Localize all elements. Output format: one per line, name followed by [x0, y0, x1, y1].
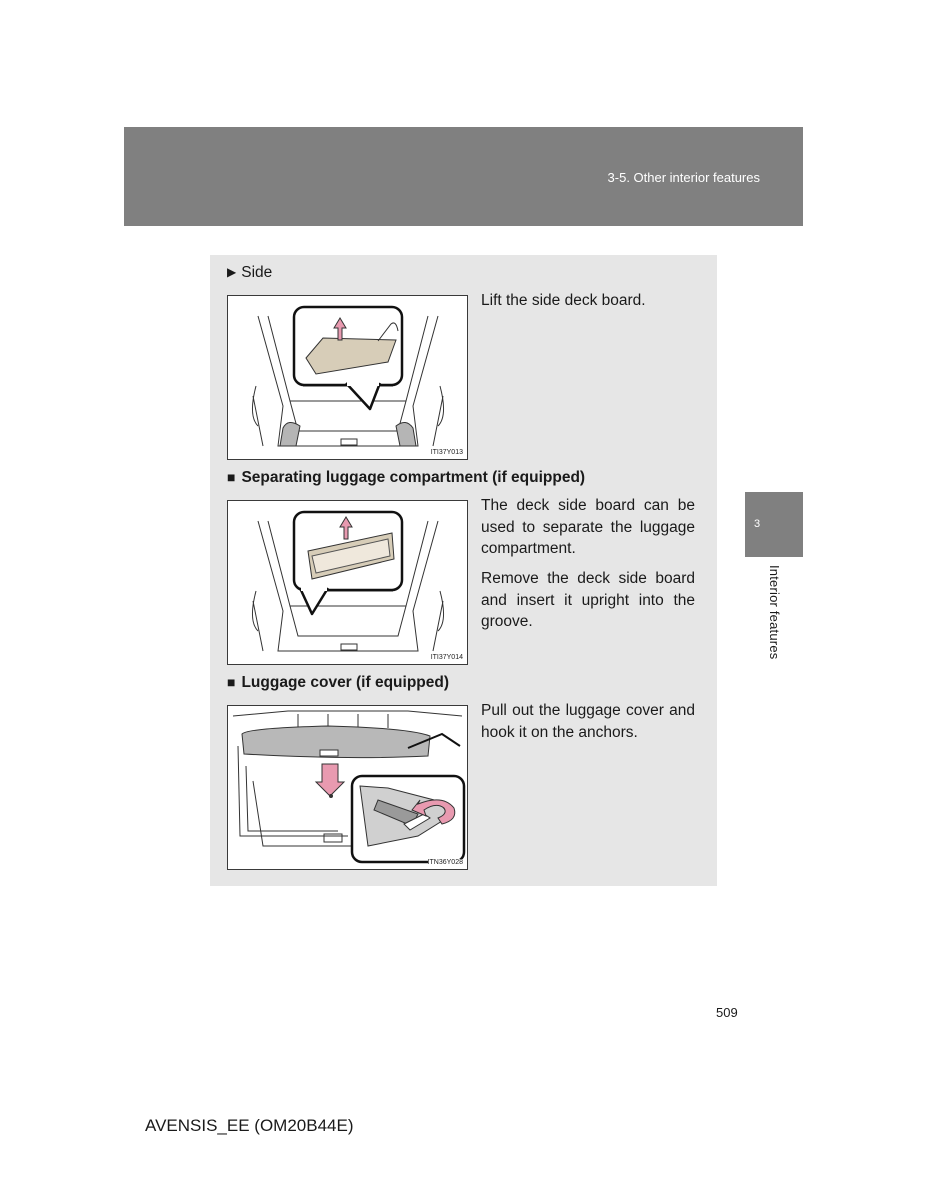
chapter-label: Interior features: [767, 565, 782, 660]
triangle-bullet-icon: ▶: [227, 265, 237, 279]
cargo-area-illustration: [228, 296, 467, 459]
side-deck-board-figure: [227, 295, 468, 460]
chapter-number: 3: [754, 518, 761, 530]
separating-heading: ■ Separating luggage compartment (if equipped): [227, 469, 586, 486]
section-title: 3-5. Other interior features: [607, 170, 760, 185]
luggage-cover-figure: [227, 705, 468, 870]
figure-code: ITN36Y028: [427, 859, 463, 866]
figure-code: ITI37Y013: [430, 449, 463, 456]
luggage-cover-illustration: [228, 706, 467, 869]
header-band: [124, 127, 803, 226]
separating-paragraph-2: Remove the deck side board and insert it upright into the groove.: [481, 570, 695, 630]
page-number: 509: [716, 1005, 738, 1020]
luggage-cover-instruction: Pull out the luggage cover and hook it on the anchors.: [481, 702, 695, 741]
cargo-area-illustration: [228, 501, 467, 664]
chapter-tab[interactable]: [745, 492, 803, 557]
figure-code: ITI37Y014: [430, 654, 463, 661]
side-instruction: Lift the side deck board.: [481, 292, 646, 309]
square-bullet-icon: ■: [227, 674, 236, 690]
manual-model-code: AVENSIS_EE (OM20B44E): [145, 1116, 354, 1135]
square-bullet-icon: ■: [227, 469, 236, 485]
separating-figure: [227, 500, 468, 665]
luggage-cover-heading: ■ Luggage cover (if equipped): [227, 674, 450, 691]
separating-paragraph-1: The deck side board can be used to separate the luggage compartment.: [481, 497, 695, 557]
side-heading: ▶ Side: [227, 264, 273, 281]
